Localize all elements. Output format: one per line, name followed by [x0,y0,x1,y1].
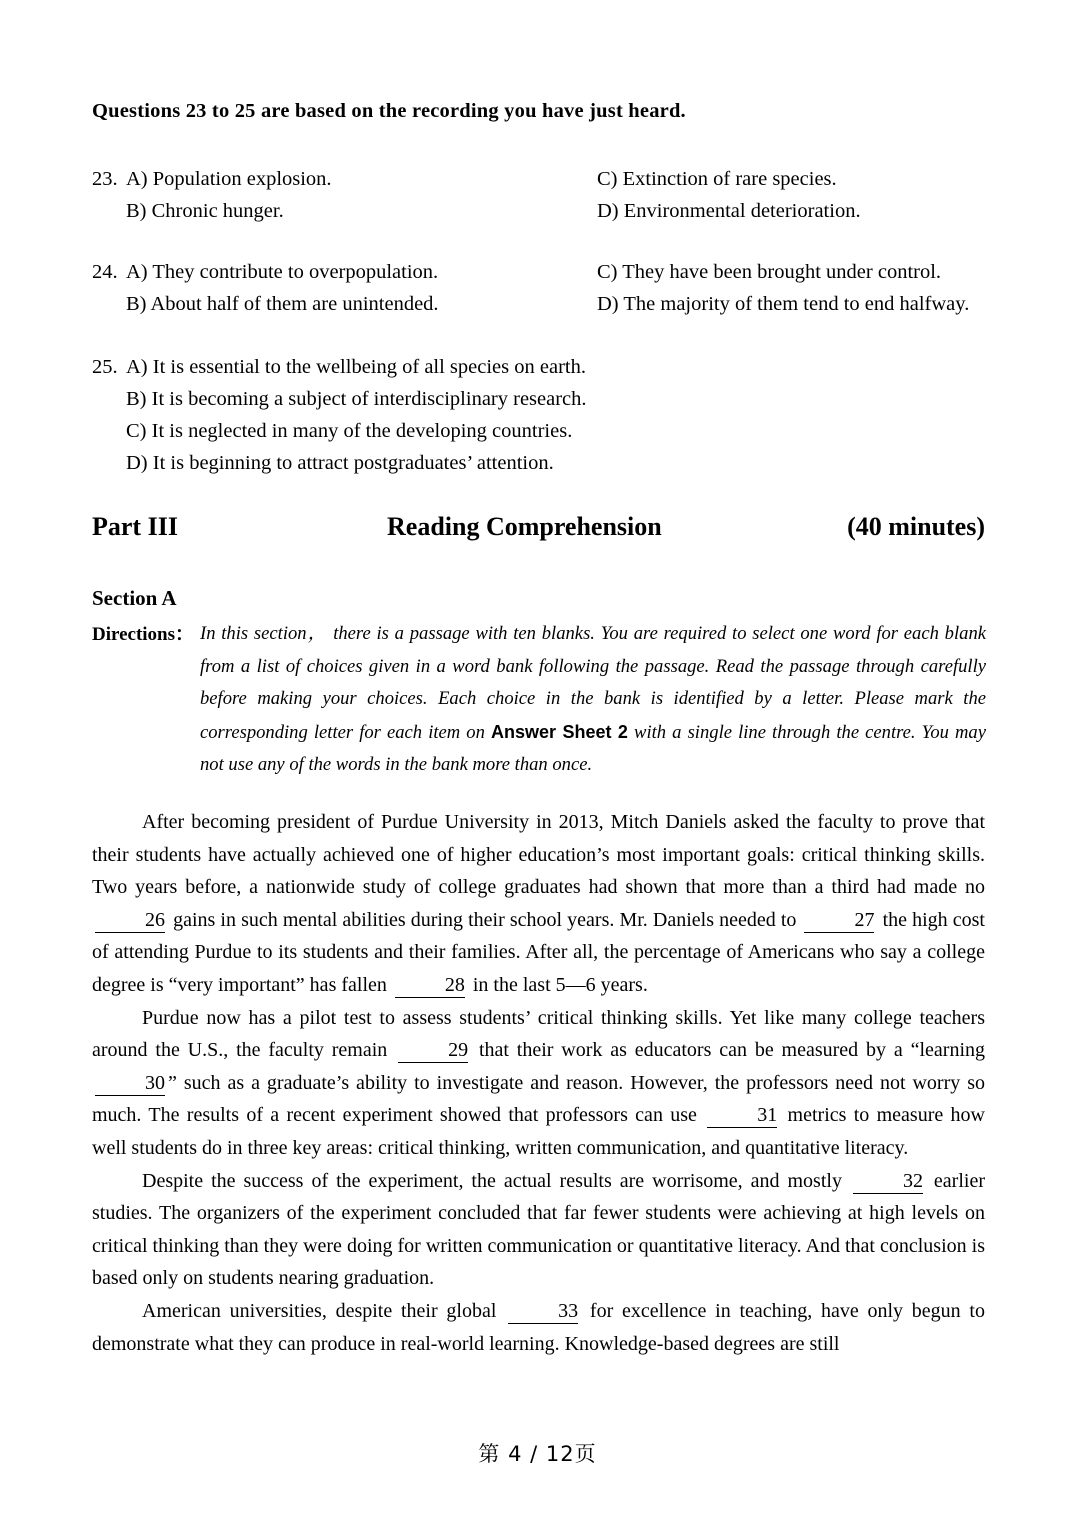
question-number-25: 25. [92,356,118,378]
question-24 [92,256,992,320]
passage-text: in the last 5—6 years. [467,973,648,996]
blank-29[interactable]: 29 [398,1038,468,1063]
section-a-heading: Section A [92,586,177,610]
passage-text: Despite the success of the experiment, the actual results are worrisome, and mostly [142,1169,850,1192]
option-a-25[interactable]: A) It is essential to the wellbeing of all species on earth. [126,356,586,378]
blank-28[interactable]: 28 [395,973,465,998]
question-row [92,351,992,383]
passage-text: for excellence in teaching, have only begun to demonstrate what they can produce in real-world learning. Knowledge-based degrees are still [92,1299,985,1355]
passage-text: ” such as a graduate’s ability to investigate and reason. However, the professors need not worry so much. The results of a recent experiment showed that professors can use [92,1071,985,1127]
option-d-23[interactable]: D) Environmental deterioration. [597,200,861,222]
directions-label: Directions： [92,624,195,645]
part-label: Part III [92,512,178,541]
option-d-24[interactable]: D) The majority of them tend to end halfway. [597,293,970,315]
option-b-23[interactable]: B) Chronic hunger. [126,200,284,222]
question-row [92,383,992,415]
option-c-25[interactable]: C) It is neglected in many of the developing countries. [126,420,573,442]
question-row [92,415,992,447]
directions-text [200,618,986,782]
question-row [92,163,992,195]
option-a-24[interactable]: A) They contribute to overpopulation. [126,261,439,283]
passage-paragraph-1 [92,806,985,1002]
passage-paragraph-3 [92,1165,985,1295]
part-title: Reading Comprehension [387,512,662,541]
passage-text: earlier studies. The organizers of the experiment concluded that far fewer students were achieving at high levels on critical thinking than they were doing for written communication or quantitative literacy. And that conclusion is based only on students nearing graduation. [92,1169,985,1290]
part-heading [92,512,985,546]
answer-sheet-reference: Answer Sheet 2 [491,721,628,742]
question-row [92,288,992,320]
directions-text-part1: In this section， there is a passage with ten blanks. You are required to select one word for each blank from a list of choices given in a word bank following the passage. Read the passage through carefully before making your choices. Each choice in the bank is identified by a letter. Please mark the corresponding letter for each item on [200,623,986,743]
option-c-23[interactable]: C) Extinction of rare species. [597,168,837,190]
page-number-footer: 第 4 / 12页 [478,1442,597,1466]
option-c-24[interactable]: C) They have been brought under control. [597,261,942,283]
option-d-25[interactable]: D) It is beginning to attract postgraduates’ attention. [126,452,554,474]
part-time-allowed: (40 minutes) [847,512,985,541]
question-25 [92,351,992,479]
blank-27[interactable]: 27 [804,908,874,933]
passage-text: the high cost of attending Purdue to its students and their families. After all, the percentage of Americans who say a college degree is “very important” has fallen [92,908,985,996]
directions-text-part2: with a single line through the centre. You may not use any of the words in the bank more than once. [200,721,986,775]
passage-text: that their work as educators can be measured by a “learning [471,1039,985,1062]
blank-30[interactable]: 30 [95,1071,165,1096]
reading-passage [92,806,985,1360]
blank-26[interactable]: 26 [95,908,165,933]
listening-questions-heading: Questions 23 to 25 are based on the recording you have just heard. [92,100,686,122]
option-a-23[interactable]: A) Population explosion. [126,168,332,190]
question-row [92,447,992,479]
question-23 [92,163,992,227]
passage-text: metrics to measure how well students do in three key areas: critical thinking, written communication, and quantitative literacy. [92,1104,985,1159]
blank-32[interactable]: 32 [853,1169,923,1194]
passage-paragraph-4 [92,1295,985,1360]
option-b-25[interactable]: B) It is becoming a subject of interdisciplinary research. [126,388,587,410]
question-row [92,256,992,288]
passage-text: After becoming president of Purdue University in 2013, Mitch Daniels asked the faculty to prove that their students have actually achieved one of higher education’s most important goals: critical thinking skills. Two years before, a nationwide study of college graduates had shown that more than a third had made no [92,811,985,899]
passage-text: American universities, despite their global [142,1299,506,1322]
passage-text: gains in such mental abilities during their school years. Mr. Daniels needed to [168,908,802,931]
blank-33[interactable]: 33 [508,1299,578,1324]
passage-paragraph-2 [92,1002,985,1165]
question-number-23: 23. [92,168,118,190]
question-number-24: 24. [92,261,118,283]
question-row [92,195,992,227]
passage-text: Purdue now has a pilot test to assess students’ critical thinking skills. Yet like many college teachers around the U.S., the faculty remain [92,1006,985,1062]
blank-31[interactable]: 31 [707,1103,777,1128]
option-b-24[interactable]: B) About half of them are unintended. [126,293,439,315]
